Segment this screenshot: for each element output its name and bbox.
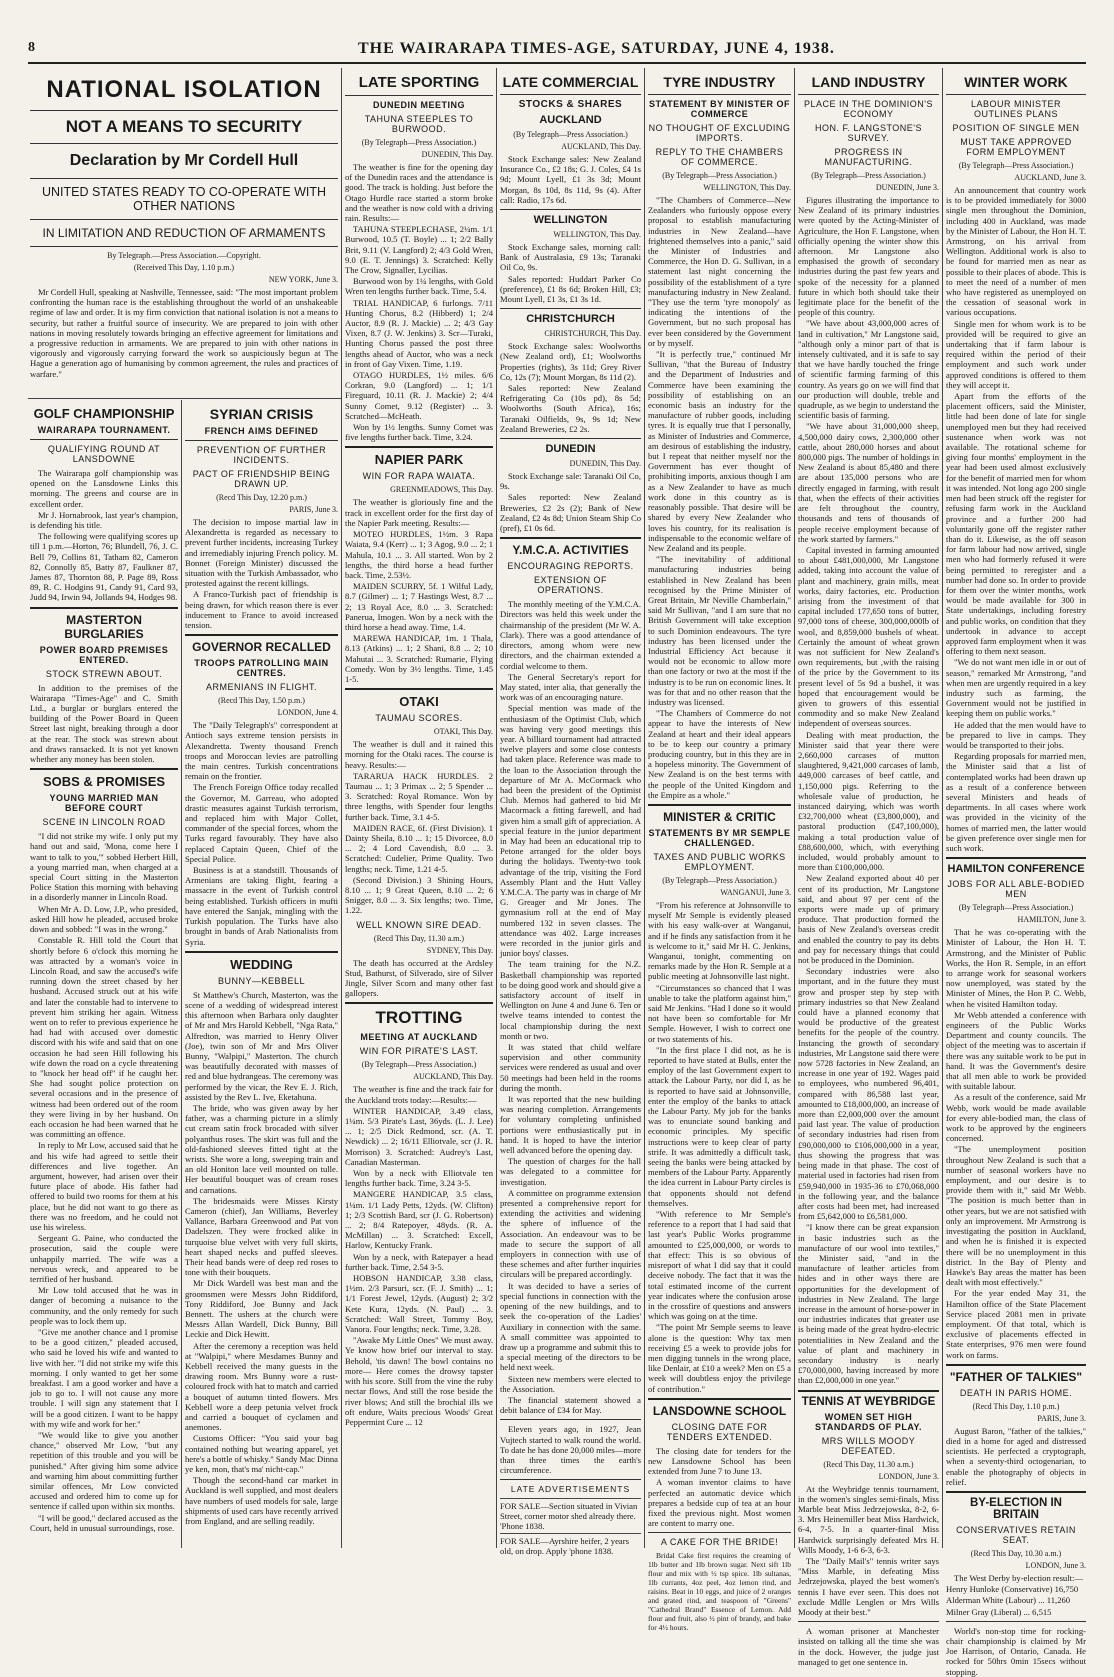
headline: "FATHER OF TALKIES": [949, 1369, 1083, 1384]
subheadline: NO THOUGHT OF EXCLUDING IMPORTS.: [648, 123, 791, 143]
subheadline: WELL KNOWN SIRE DEAD.: [356, 919, 482, 930]
subheadline: LABOUR MINISTER OUTLINES PLANS: [970, 99, 1061, 119]
body-paragraph: Dealing with meat production, the Minister said that year there were 2,660,000 carcases of mutton slaughtered, 9,421,000 carcases of lamb, 449,000 carcases of beef cattle, and 1,150,000 pigs. Referring to the wholesale value of production, he instanced dairying, which was worth £32,700,000 wheat (£3,800,000), and pastoral production (£47,100,000), making a total production value of £88,600,000, which, with everything included, would probably amount to more than £100,000,000.: [798, 729, 939, 873]
body-paragraph: When Mr A. D. Low, J.P., who presided, asked Hill how he pleaded, accused broke down and sobbed: "I was in the wrong.": [30, 903, 178, 935]
body-paragraph: Constable R. Hill told the Court that shortly before 6 o'clock this morning he was attracted by a woman's voice in Lincoln Road, and saw the accused's wife running down the street chased by her husband. Accused struck out at his wife and later the constable had to intervene to prevent him striking her again. Witness went on to refer to previous experience he had had with accused over domestic discord with his wife and said that on one occasion he had seen Hill following his wife down the road on a cycle threatening to "knock her head off" if he caught her. She had sought police protection on several occasions and in the presence of witness had been ordered out of the room they were living in by her husband. On each occasion he had been warned that he was committing an offence.: [30, 935, 178, 1140]
body-paragraph: It was decided to have a series of special functions in connection with the opening of the new buildings, and to seek the co-operation of the Ladies' Auxiliary in connection with the same. A small committee was appointed to draw up a programme and submit this to a special meeting of the directors to be held next week.: [500, 1280, 641, 1373]
dateline: CHRISTCHURCH, This Day.: [544, 329, 641, 339]
body-paragraph: The following were qualifying scores up till 1 p.m.—Horton, 76; Blundell, 76, J. C. Bell 79, Collins 81, Tatham 82, Cameron 82, Connolly 85, Batty 87, Faulkner 87, James 87, Thornton 88, P. Page 89, Ross 89, R. C. Hodgins 91, Candy 91, Card 93, Judd 94, Irwin 94, Jollands 94, Hodges 98.: [30, 531, 178, 603]
subheadline: MEETING AT AUCKLAND: [360, 1032, 478, 1043]
headline: MASTERTON BURGLARIES: [64, 612, 144, 641]
body-paragraph: Stock Exchange sales, morning call: Bank of Australasia, £9 13s; Taranaki Oil Co, 9s.: [500, 242, 641, 273]
body-paragraph: "I know there can be great expansion in basic industries such as the manufacture of our wool into textiles," the Minister said, "and in the manufacture of leather articles from hides and in other ways there are opportunities for the development of industries in New Zealand. The large increase in the amount of horse-power in our industries indicates that greater use is being made of the great hydro-electric potentialities in New Zealand and the value of plant and machinery in secondary industry is nearly £70,000,000, having increased by more than £2,000,000 in one year.": [798, 1222, 939, 1386]
body-paragraph: MAREWA HANDICAP, 1m. 1 Thala, 8.13 (Atkins) ... 1; 2 Shani, 8.8 ... 2; 10 Mahutai ... 3. Scratched: Rumarie, Flying Comedy. Won by 3½ lengths. Time, 1.45 1-5.: [345, 633, 493, 684]
subheadline: WIN FOR PIRATE'S LAST.: [359, 1046, 479, 1057]
masthead: [28, 40, 1086, 64]
body-paragraph: "The point Mr Semple seems to leave alone is the question: Why tax men receiving £5 a week to provide jobs for men digging tunnels in the wrong place, like Denlair, at £10 a week? Men on £5 a week will doubtless enjoy the privilege of contribution.": [648, 1322, 791, 1394]
body-paragraph: In addition to the premises of the Wairarapa "Times-Age" and C. Smith Ltd., a burglar or burglars entered the building of the Power Board in Queen Street last night, breaking through a door at the rear. The stock was strewn about and draws ransacked. It is not yet known whether any money has been stolen.: [30, 682, 178, 765]
body-paragraph: Special mention was made of the enthusiasm of the Optimist Club, which was having very good meetings this year. A billiard tournament had attracted twelve players and some close contests had taken place. Reference was made to the loan to the Association through the departure of Mr A. McCormack who had been the president of the Optimist Club. Memos had gathered to bid Mr Macormack a fitting farewell, and had given him a small gift of appreciation. A special feature in the junior department in May had been an educational trip to Petone arranged for the older boys during the holidays. Twenty-two took advantage of the trip, visiting the Ford Assembly Plant and the Hutt Valley Y.M.C.A. The party was in charge of Mr G. Greager and Mr Jones. The gymnasium roll at the end of May numbered 132 in seven classes. The attendance was 402. Large increases were recorded in the junior girls and junior boys' classes.: [500, 703, 641, 959]
body-paragraph: "Awake My Little Ones" We must away. Ye know how brief our interval to stay. Behold, 'tis dawn! The bowl contains no more— Here comes the drowsy tapster with his score. Still from the vine the ruby nectar flows, And still the rose beside the river blows; And still the brochial ills we oft endure, Waits precious Woods' Great Peppermint Cure ... 12: [345, 1335, 493, 1427]
credit-line: By Telegraph.—Press Association.—Copyright.: [107, 251, 261, 260]
dateline: AUCKLAND, This Day.: [413, 1072, 493, 1082]
subheadline: TAHUNA STEEPLES TO BURWOOD.: [364, 114, 474, 134]
body-paragraph: (Second Division.) 3 Shining Hours, 8.10 ... 1; 9 Great Queen, 8.10 ... 2; 6 Snigger, 8.0 ... 3. Six lengths; two. Time, 1.22.: [345, 874, 493, 916]
credit-line: (By Telegraph—Press Association.): [513, 130, 628, 139]
body-paragraph: The monthly meeting of the Y.M.C.A. Directors was held this week under the chairmanship of the president (Mr W. A. Clark). There was a good attendance of directors, among whom were new directors, and the chairman extended a cordial welcome to them.: [500, 599, 641, 671]
dateline: SYDNEY, This Day.: [426, 945, 493, 955]
body-paragraph: World's non-stop time for rocking-chair championship is claimed by Mr Joe Harrison, of Ontario, Canada. He rocked for 50hrs 0min 15secs without stopping.: [946, 1625, 1086, 1677]
body-paragraph: Mr Cordell Hull, speaking at Nashville, Tennessee, said: "The most important problem confronting the human race is the establishing throughout the world of an unshakeable regime of law and order. It is my firm conviction that national isolation is not a means to security, but rather a fruitful source of insecurity. We are prepared to join with other nations in moving resolutely towards bringing an effective agreement for limitations and a progressive reduction in armaments. We are prepared to join with other nations in vigorously and vigorously carrying forward the work so auspiciously begun at The Hague a generation ago of humanising by common agreement, the rules and practices of warfare.": [30, 287, 338, 379]
dateline: WELLINGTON, This Day.: [553, 230, 641, 240]
election-result: Henry Hunloke (Conservative) 16,750: [946, 1584, 1079, 1595]
body-paragraph: "With reference to Mr Semple's reference to a report that I had said that last year's Public Works programme amounted to £25,000,000, or words to that effect: This is so obvious of misreport of what I did say that it could deceive nobody. The fact that it was the total estimated income of the current year indicates where the confusion arose in the crossfire of questions and answers which was going on at the time.: [648, 1209, 791, 1322]
body-paragraph: Mr Webb attended a conference with engineers of the Public Works Department and county councils. The object of the meeting was to ascertain if there was any suitable work to be put in hand. It was the Government's desire that all men able to work be provided with suitable labour.: [946, 1009, 1086, 1092]
body-paragraph: "We have about 31,000,000 sheep, 4,500,000 dairy cows, 2,300,000 other cattle, about 280,000 horses and about 800,000 pigs. The number of holdings in New Zealand is about 85,480 and there are about 135,000 persons who are directly engaged in farming, with result that, when the effects of their activities are felt throughout the country, thousands and tens of thousands of people receive employment because of the work started by farmers.": [798, 421, 939, 544]
body-paragraph: The weather is fine for the opening day of the Dunedin races and the attendance is good. The track is holding. Just before the Otago Hurdle race started a storm broke and the weather is now cold with a driving rain. Results:—: [345, 162, 493, 224]
column-4: [500, 70, 641, 1557]
body-paragraph: Won by a neck with Elliotvale ten lengths further back. Time, 3.24 3-5.: [345, 1168, 493, 1189]
dateline: PARIS, June 3.: [289, 505, 338, 514]
subheadline: MRS WILLS MOODY DEFEATED.: [821, 1435, 916, 1456]
election-result: Alderman White (Labour) ... 11,260: [946, 1595, 1071, 1606]
subheadline: CONSERVATIVES RETAIN SEAT.: [956, 1524, 1076, 1545]
body-paragraph: MAIDEN RACE, 6f. (First Division). 1 Dainty Sheila, 8.10 ... 1; 15 Divorcee, 8.0 ... 2; 4 Lord Cavendish, 8.0 ... 3. Scratched: Cudelier, Prime Quality. Two lengths; neck. Time, 1.21 4-5.: [345, 822, 493, 874]
body-paragraph: The weather is dull and it rained this morning for the Otaki races. The course is heavy. Results:—: [345, 739, 493, 770]
subheadline: BUNNY—KEBBELL: [217, 975, 306, 986]
dateline: LONDON, June 3.: [1025, 1560, 1086, 1570]
credit-line: (By Telegraph—Press Association.): [361, 1060, 477, 1070]
body-paragraph: TAHUNA STEEPLECHASE, 2¼m. 1/1 Burwood, 10.5 (T. Boyle) ... 1; 2/2 Bally Brit, 9.11 (V. Langford) 2; 4/3 Gold Wren, 9.0 (E. T. Jennings) 3. Scratched: Kelly The Crow, Signaller, Lycilias.: [345, 224, 493, 276]
body-paragraph: The death has occurred at the Ardsley Stud, Bathurst, of Silverado, sire of Silver Jingle, Silver Scorn and many other fast gallopers.: [345, 957, 493, 999]
received-line: (Recd This Day, 1.10 p.m.): [972, 1401, 1060, 1411]
body-paragraph: A Franco-Turkish pact of friendship is being drawn, for which reason there is ever inducement to France to avoid increased tension.: [185, 589, 338, 631]
credit-line: (By Telegraph—Press Association.): [811, 171, 926, 180]
body-paragraph: "We do not want men idle in or out of season," remarked Mr Armstrong, "and when men are urgently required in a key industry such as farming, the Government would not be justified in keeping them on public works.": [946, 657, 1086, 719]
body-paragraph: The "Daily Telegraph's" correspondent at Antioch says extreme tension persists in Alexandretta. Twenty thousand French troops and Moroccan levies are patrolling the main centres. Turkish concentrations remain on the frontier.: [185, 720, 338, 782]
headline: WELLINGTON: [533, 214, 608, 227]
subheadline: WOMEN SET HIGH STANDARDS OF PLAY.: [814, 1411, 922, 1432]
dateline: DUNEDIN, June 3.: [875, 183, 939, 192]
body-paragraph: OTAGO HURDLES, 1½ miles. 6/6 Corkran, 9.0 (Langford) ... 1; 1/1 Fireguard, 10.11 (R. J. Mackie) 2; 4/4 Sunny Comet, 9.12 (Register) ... 3. Scratched—McHeath.: [345, 370, 493, 421]
body-paragraph: "Circumstances so chanced that I was unable to take the platform against him," said Mr Jenkins. "Had I done so it would not have been so comfortable for Mr Semple. However, I wish to correct one or two statements of his.: [648, 982, 791, 1044]
headline: MINISTER & CRITIC: [663, 809, 776, 824]
body-paragraph: MANGERE HANDICAP, 3.5 class, 1¼m. 1/1 Lady Petts, 12yds. (W. Clifton) 1; 2/3 Scottish Bard, scr (J. G. Robertson) ... 2; 8/4 Ratepoyer, 48yds. (R. A. McMillan) ... 3. Scratched: Excell, Harlow, Kentucky Frank.: [345, 1189, 493, 1251]
body-paragraph: TRIAL HANDICAP, 6 furlongs. 7/11 Hunting Chorus, 8.2 (Hibberd) 1; 2/4 Auctor, 8.9 (R. J. Mackie) ... 2; 4/3 Gay Vixen, 8.7 (J. W. Jenkins) 3. Scr—Turaki, Hunting Chorus passed the post three lengths ahead of Auctor, who was a neck in front of Gay Vixen. Time, 1.19.: [345, 297, 493, 369]
subheadline: STOCKS & SHARES: [518, 99, 623, 110]
headline: LATE SPORTING: [358, 74, 480, 91]
body-paragraph: New Zealand exported about 40 per cent of its production, Mr Langstone said, and about 97 per cent of the exports were made up of primary produce. That production formed the basis of New Zealand's overseas credit and enabled the country to pay its debts and pay for necessary things that could not be produced in the Dominion.: [798, 873, 939, 966]
body-paragraph: Secondary industries were also important, and in the future they must grow and prosper step by step with primary industries so that New Zealand could have a planned economy that would be productive of the greatest benefits for the people of the country. Instancing the growth of secondary industries, Mr Langstone said there were now 5728 factories in New Zealand, an increase in one year of 192. Wages paid to employees, who numbered 96,401, compared with 86,588 last year, amounted to £18,000,000, an increase of more than £2,000,000 over the amount paid last year. The value of production of secondary industries had risen from £90,000,000 to £106,000,000 in a year, thus showing the progress that was being made in that phase. The cost of material used in factories had risen from £59,940,000 in 1935-36 to £70,068,000 in the following year, and the balance after costs had been met, had increased from £5,642,000 to £6,581,000.: [798, 966, 939, 1222]
body-paragraph: At the Weybridge tennis tournament, in the women's singles semi-finals, Miss Marble beat Miss Jedrzejowska, 8-2, 6-3. Mrs Heinemiller beat Miss Hardwick, 6-4, 7-5. In a quarter-final Miss Hardwick surprisingly defeated Mrs H. Wills Moody, 1-6 6-3, 6-3.: [798, 1483, 939, 1555]
body-paragraph: The weather is fine and the track fair for the Auckland trots today:—Results:—: [345, 1084, 493, 1105]
body-paragraph: Though the second-hand car market in Auckland is well supplied, and most dealers have numbers of used models for sale, large shipments of used cars have recently arrived from England, and are selling readily.: [185, 1475, 338, 1527]
body-paragraph: "Give me another chance and I promise to be a good citizen," pleaded accused, who said he loved his wife and wanted to live with her. "I did not strike my wife this morning. I only wanted to get her some breakfast. I am a good worker and have a job to go to. I will not cause any more trouble. I will sign any statement that I will be a good citizen. I want to be happy with my wife and work for her.": [30, 1327, 178, 1429]
body-paragraph: "The Chambers of Commerce do not appear to have the interests of New Zealand at heart and their ideal appears to be to keep our country a primary producing country, but in this they are in a hopeless minority. The Government of New Zealand is on the best terms with the people of the United Kingdom and the Empire as a whole.": [648, 708, 791, 800]
column-1: [30, 402, 178, 1552]
body-paragraph: As a result of the conference, said Mr Webb, work would be made available for every able-bodied man, the class of work to be approved by the engineers concerned.: [946, 1092, 1086, 1144]
body-paragraph: The weather is gloriously fine and the track in excellent order for the first day of the Napier Park meeting. Results:—: [345, 497, 493, 528]
body-paragraph: Won by 1½ lengths. Sunny Comet was five lengths further back. Time, 3.24.: [345, 422, 493, 443]
body-paragraph: Regarding proposals for married men, the Minister said that a list of contemplated works had been drawn up as a result of a conference between several Ministers and heads of departments. In all cases where work was provided in the vicinity of the homes of married men, the latter would be given preference over single men for such work.: [946, 751, 1086, 853]
headline: HAMILTON CONFERENCE: [947, 863, 1085, 876]
headline: DUNEDIN: [545, 443, 596, 456]
page-number: 8: [28, 40, 35, 55]
headline: BY-ELECTION IN BRITAIN: [969, 1496, 1062, 1521]
body-paragraph: Won by a neck, with Ratepayer a head further back. Time, 2.54 3-5.: [345, 1251, 493, 1272]
headline: WEDDING: [230, 956, 293, 972]
dateline: WELLINGTON, This Day.: [703, 183, 791, 192]
column-rule: [341, 68, 342, 1548]
dateline: LONDON, June 3.: [878, 1471, 939, 1481]
body-paragraph: "In the first place I did not, as he is reported to have stated at Bulls, enter the employ of the last Government expert to attack the Labour Party, nor did I, as he is reported to have said at Johnsonville, enter the employ of the banks to attack the Labour Party. My job for the banks was to enunciate sound banking and economic principles. My specific instructions were to keep clear of party strife. It was admittedly a difficult task, seeing the banks were being attacked by members of the Labour Party. Apparently the idea current in Labour Party circles is that opponents should not defend themselves.: [648, 1044, 791, 1208]
column-rule: [181, 400, 182, 1548]
subheadline: TROOPS PATROLLING MAIN CENTRES.: [194, 658, 329, 679]
credit-line: (By Telegraph—Press Association.): [361, 138, 477, 147]
column-2: [185, 402, 338, 1552]
subheadline: STOCK STREWN ABOUT.: [45, 668, 163, 679]
headline: LAND INDUSTRY: [811, 74, 926, 90]
body-paragraph: Sales reported: New Zealand Breweries, £2 2s (2); Bank of New Zealand, £2 4s 8d; Union Steam Ship Co (pref), £1 0s 6d.: [500, 492, 641, 534]
body-paragraph: "We have about 43,000,000 acres of land in cultivation," Mr Langstone said, "although only a minor part of that is intensely cultivated, and it is safe to say that we have hardly touched the fringe of scientific farming farming of this country. As years go on we will find that our production will double, treble and quadruple, as we begin to understand the scientific basis of farming.: [798, 318, 939, 421]
subheadline: POSITION OF SINGLE MEN: [952, 123, 1080, 133]
body-paragraph: An announcement that country work is to be provided immediately for 3000 single men throughout the Dominion, including 400 in Auckland, was made by the Minister of Labour, the Hon H. T. Armstrong, on his arrival from Wellington. Additional work is also to be found for married men as near as possible to their places of abode. This is to meet the need of a number of men who have registered as unemployed on the cessation of seasonal work in various occupations.: [946, 185, 1086, 318]
subheadline: A CAKE FOR THE BRIDE!: [660, 1537, 779, 1548]
headline: SOBS & PROMISES: [42, 774, 166, 790]
dateline: LONDON, June 4.: [277, 708, 338, 718]
dateline: PARIS, June 3.: [1037, 1413, 1086, 1423]
dateline: DUNEDIN, This Day.: [569, 459, 641, 469]
body-paragraph: The "Daily Mail's" tennis writer says "Miss Marble, in defeating Miss Jedrzejowska, played the best women's tennis I have ever seen. This does not exclude Mdlle Lenglen or Mrs Wills Moody at their best.": [798, 1555, 939, 1617]
received-line: (Recd This Day, 10.30 a.m.): [970, 1548, 1062, 1558]
subheadline: Declaration by Mr Cordell Hull: [69, 152, 299, 169]
subheadline: EXTENSION OF OPERATIONS.: [533, 575, 607, 596]
body-paragraph: Mr Dick Wardell was best man and the groomsmen were Messrs John Riddiford, Tony Riddiford, Joe Bunny and Jack Bennett. The ushers at the church were Messrs Allan Wardell, Dick Bunny, Bill Leckie and Dick Hewitt.: [185, 1278, 338, 1340]
subheadline: WIN FOR RAPA WAIATA.: [362, 471, 476, 482]
subheadline: HON. F. LANGSTONE'S SURVEY.: [814, 123, 923, 143]
body-paragraph: Customs Officer: "You said your bag contained nothing but wearing apparel, yet here's a bottle of whisky." Sandy Mac Dinna ye ken, mon, that's ma' nicht-cap.": [185, 1433, 338, 1475]
body-paragraph: Sixteen new members were elected to the Association.: [500, 1373, 641, 1394]
body-paragraph: The Wairarapa golf championship was opened on the Lansdowne Links this morning. The greens and course are in excellent order.: [30, 468, 178, 509]
column-6: [798, 70, 939, 1667]
subheadline: FRENCH AIMS DEFINED: [204, 426, 319, 436]
body-paragraph: The French Foreign Office today recalled the Governor, M. Garreau, who adopted drastic measures against Turkish terrorism, and replaced him with Major Collet, commander of the special forces, whom the Turks regard favourably. They have also replaced Captain Queen, Chief of the Special Police.: [185, 782, 338, 864]
body-paragraph: Business is at a standstill. Thousands of Armenians are taking flight, fearing a massacre in the event of Turkish control being established. Turkish officers in mufti have entered the Sanjak, mingling with the Turkish population. The Turks have also brought in bands of Arab Nationalists from Syria.: [185, 865, 338, 947]
headline: TROTTING: [375, 1008, 463, 1028]
headline: NATIONAL ISOLATION: [46, 76, 322, 103]
body-paragraph: St Matthew's Church, Masterton, was the scene of a wedding of widespread interest this afternoon when Barbara only daughter of Mr and Mrs Harold Kebbell, "Nga Rata," Alfredton, was married to Henry Oliver (Joe), twin son of Mr and Mrs Oliver Bunny, "Walpipi," Masterton. The church was beautifully decorated with masses of red and blue hydrangeas. The ceremony was performed by the vicar, the Rev E. J. Rich, assisted by the Rev L. Ive, Eketahuna.: [185, 989, 338, 1102]
subheadline: REPLY TO THE CHAMBERS OF COMMERCE.: [655, 147, 784, 167]
body-paragraph: For the year ended May 31, the Hamilton office of the State Placement Service placed 2081 men in private employment. Of that total, which is exclusive of placements effected in State enterprises, 976 men were found work on farms.: [946, 1288, 1086, 1360]
subheadline: TAUMAU SCORES.: [375, 713, 463, 724]
dateline: HAMILTON, June 3.: [1017, 915, 1086, 925]
body-paragraph: A woman inventor claims to have perfected an automatic device which prepares a bedside cup of tea at an hour fixed the previous night. Most women are content to marry one.: [648, 1477, 791, 1529]
column-rule: [644, 68, 645, 1548]
body-paragraph: The West Derby by-election result:—: [954, 1572, 1083, 1583]
body-paragraph: "The inevitability of additional manufacturing industries being established in New Zealand has been recognised by the Prime Minister of Great Britain, Mr Neville Chamberlain," said Mr Sullivan, "and I am sure that no British Government will take exception to such Dominion endeavours. The tyre industry has been licensed under the Industrial Efficiency Act because it would not be economic to allow more than one factory or two at the most if the industry is to be run on economic lines. It was for that and no other reason that the industry was licensed.: [648, 554, 791, 707]
body-paragraph: Capital invested in farming amounted to about £481,000,000, Mr Langstone added, taking into account the value of plant and machinery, grain mills, meat works, dairy factories, etc. Production arising from the investment of that capital included 177,650 tons of butter, 97,000 tons of cheese, 300,000,000lb of wool, and 8,859,000 bushels of wheat. Certainly the amount of wheat grown was not sufficient for New Zealand's own requirements, but ,with the raising of the price by the Government to its present level of 5s 9d a bushel, it was hoped that encouragement would be given to growers of this essential commodity and so make New Zealand independent of overseas sources.: [798, 544, 939, 729]
body-paragraph: It was reported that the new building was nearing completion. Arrangements for voluntary completing unfinished portions were enthusiastically put in hand. It is hoped to have the interior well advanced before the opening day.: [500, 1094, 641, 1156]
dateline: GREENMEADOWS, This Day.: [390, 485, 493, 495]
advertisements-heading: LATE ADVERTISEMENTS: [510, 1484, 631, 1495]
column-rule: [496, 68, 497, 1548]
subheadline: CLOSING DATE FOR TENDERS EXTENDED.: [666, 1421, 773, 1442]
body-paragraph: WINTER HANDICAP, 3.49 class, 1¼m. 5/3 Pirate's Last, 36yds. (L. J. Lee) ... 1; 2/5 Dick Redmond, scr. (A. T. Newdick) ... 2; 16/11 Elliotvale, scr (J. R. Morrison) 3. Scratched: Audrey's Last, Canadian Masterman.: [345, 1105, 493, 1167]
body-paragraph: He added that the men would have to be prepared to live in camps. They would be transported to their jobs.: [946, 719, 1086, 750]
subheadline: JOBS FOR ALL ABLE-BODIED MEN: [947, 879, 1085, 900]
headline: AUCKLAND: [539, 114, 602, 126]
body-paragraph: The bridesmaids were Misses Kirsty Cameron (chief), Jan Williams, Beverley Vallance, Barbara Greenwood and Pat von Dadelszen. They were frocked alike in turquoise blue velvet with very full skirts, heart shaped necks and puffed sleeves. Their head bands were of deep red roses to tone with their bouquets.: [185, 1195, 338, 1278]
headline: LANSDOWNE SCHOOL: [652, 1403, 787, 1418]
credit-line: (By Telegraph—Press Association.): [958, 161, 1074, 170]
body-paragraph: Stock Exchange sales: Woolworths (New Zealand ord), £1; Woolworths Properties (rights), 3s 11d; Grey River Co, 12s (7); Mount Morgan, 8s 11d (2).: [500, 341, 641, 382]
body-paragraph: Stock Exchange sale: Taranaki Oil Co, 9s.: [500, 471, 641, 492]
subheadline: POWER BOARD PREMISES ENTERED.: [39, 644, 169, 665]
classified-ad: FOR SALE—Section situated in Vivian Street, corner motor shed already there. 'Phone 1838.: [500, 1498, 641, 1531]
subheadline: QUALIFYING ROUND AT LANSDOWNE: [47, 444, 161, 464]
body-paragraph: After the ceremony a reception was held at "Walpipi," where Mesdames Bunny and Kebbell received the many guests in the drawing room. Mrs Bunny wore a rust-coloured frock with hat to match and carried a bouquet of autumn tinted flowers. Mrs Kebbell wore a deep petunia velvet frock and carried a bouquet of cyclamen and anemones.: [185, 1340, 338, 1433]
election-result: Milner Gray (Liberal) ... 6,515: [946, 1606, 1052, 1617]
dateline: NEW YORK, June 3.: [268, 275, 338, 284]
body-paragraph: Mr Low told accused that he was in danger of becoming a nuisance to the community, and the only remedy for such people was to lock them up.: [30, 1285, 178, 1326]
dateline: DUNEDIN, This Day.: [421, 150, 493, 159]
subheadline: SCENE IN LINCOLN ROAD: [42, 817, 166, 828]
body-paragraph: Mr J. Hornabrook, last year's champion, is defending his title.: [30, 509, 178, 531]
column-rule: [942, 68, 943, 1548]
received-line: (Received This Day, 1.10 p.m.): [133, 263, 235, 272]
received-line: (Recd This Day, 11.30 a.m.): [823, 1459, 914, 1469]
body-paragraph: Apart from the efforts of the placement officers, said the Minister, little had been done of late for single unemployed men but they had received sustenance when work was not available. The rotational scheme for giving four months' employment in the year had been used almost exclusively for the benefit of married men for whom it was intended. Not long ago 200 single men had been struck off the register for refusing farm work in the Auckland province and a further 200 had voluntarily gone off the register rather than do it. Likewise, as the off season for farm labour had now arrived, single men who had formerly refused it were being permitted to reregister and a number had done so. In order to provide for them over the winter months, work would be made available for 300 in State undertakings, including forestry and public works, on condition that they undertook in advance to accept approved farm employment when it was offering to them next season.: [946, 391, 1086, 657]
body-paragraph: The closing date for tenders for the new Lansdowne School has been extended from June 7 to June 13.: [648, 1445, 791, 1477]
body-paragraph: "The unemployment position throughout New Zealand is such that a number of seasonal workers have no employment, and our desire is to provide them with it," said Mr Webb. "The position is much better than in other years, but we are not satisfied with only an improvement. Mr Armstrong is investigating the position in Auckland, and when he is finished it is expected there will be no unemployment in this district. In the Bay of Plenty and Hawke's Bay areas the matter has been dealt with most effectively.": [946, 1144, 1086, 1288]
subheadline: UNITED STATES READY TO CO-OPERATE WITH OTHER NATIONS: [41, 185, 327, 213]
body-paragraph: A committee on programme extension presented a comprehensive report for extending the activities and widening the sphere of influence of the Association. An endeavour was to be made to secure the support of all employers in connection with use of these schemes and after further inquiries circulars will be prepared accordingly.: [500, 1187, 641, 1280]
body-paragraph: "It is perfectly true," continued Mr Sullivan, "that the Bureau of Industry and the Department of Industries and Commerce have been examining the possibility of establishing on an economic basis an industry for the manufacture of rubber goods, including tyres. It is equally true that I personally, as Minister of Industries and Commerce, am desirous of establishing the industry, but I repeat that neither myself nor the Government has ever thought of prohibiting imports, anxious though I am as a New Zealander to have as much work done in this country as is reasonably possible. That desire will be shared by every New Zealander who loves his country, for its realisation is indispensable to the economic welfare of New Zealand and its people.: [648, 349, 791, 553]
dateline: AUCKLAND, June 3.: [1014, 173, 1086, 182]
headline: WINTER WORK: [964, 74, 1068, 90]
body-paragraph: Sales reported: New Zealand Refrigerating Co (10s pd), 8s 5d; Woolworths (South Africa), 16s; Taranaki Oilfields, 9s, 9s 1d; New Zealand Breweries, £2 2s.: [500, 383, 641, 434]
body-paragraph: August Baron, "father of the talkies," died in a home for aged and distressed scientists. He perfected a cryptograph, when a seventy-third octogenarian, to enable the photography of objects in relief.: [946, 1425, 1086, 1487]
headline: GOVERNOR RECALLED: [192, 640, 331, 655]
body-paragraph: Eleven years ago, in 1927, Jean Vujtech started to walk round the world. To date he has done 20,000 miles—more than three times the earth's circumference.: [500, 1424, 641, 1476]
body-paragraph: MOTEO HURDLES, 1½m. 3 Rapa Waiata, 9.4 (Kerr) ... 1; 3 Agog, 9.0 ... 2; 1 Mahula, 10.1 ... 3. All started. Won by 2 lengths, the third horse a head further back. Time, 2.53½.: [345, 529, 493, 580]
body-paragraph: "We would like to give you another chance," observed Mr Low, "but any repetition of this trouble and you will be punished." After giving him some advice and warning him about committing further similar offences, Mr Low convicted accused and ordered him to come up for sentence if called upon within six months.: [30, 1430, 178, 1512]
body-paragraph: The bride, who was given away by her father, was a charming picture in a slimly cut cream satin frock brocaded with silver polyanthus roses. The skirt was full and the old-fashioned sleeves fitted tight at the wrists. She wore a long, sweeping train and an old Honiton lace veil mounted on tulle. Her beautiful bouquet was of cream roses and carnations.: [185, 1102, 338, 1195]
headline: CHRISTCHURCH: [526, 313, 615, 326]
subheadline: DUNEDIN MEETING: [372, 100, 465, 110]
body-paragraph: The General Secretary's report for May stated, inter alia, that generally the work was of an encouraging nature.: [500, 671, 641, 703]
body-paragraph: A woman prisoner at Manchester insisted on talking all the time she was in the dock. However, the judge just managed to get one sentence in.: [798, 1626, 939, 1667]
headline: NAPIER PARK: [374, 452, 464, 468]
subheadline: PROGRESS IN MANUFACTURING.: [824, 147, 913, 167]
subheadline: NOT A MEANS TO SECURITY: [65, 117, 303, 136]
dateline: WANGANUI, June 3.: [720, 887, 791, 897]
credit-line: (By Telegraph—Press Association.): [662, 171, 777, 180]
body-paragraph: Single men for whom work is to be provided will be required to give an undertaking that if farm labour is required within the period of their employment and such work under approved conditions is offered to them they will accept it.: [946, 318, 1086, 390]
subheadline: STATEMENTS BY MR SEMPLE CHALLENGED.: [648, 827, 791, 848]
subheadline: MUST TAKE APPROVED FORM EMPLOYMENT: [960, 137, 1072, 157]
dateline: AUCKLAND, This Day.: [561, 142, 641, 151]
column-3: [345, 70, 493, 1552]
body-paragraph: MAIDEN SCURRY, 5f. 1 Wilful Lady, 8.7 (Gilmer) ... 1; 7 Hastings West, 8.7 ... 2; 13 Royal Ace, 8.0 ... 3. Scratched: Panerua, Imogen. Won by a neck with the third horse a head away. Time, 1.4.: [345, 581, 493, 632]
subheadline: WAIRARAPA TOURNAMENT.: [37, 425, 171, 435]
subheadline: ENCOURAGING REPORTS.: [507, 561, 634, 572]
newspaper-title: THE WAIRARAPA TIMES-AGE, SATURDAY, JUNE 4, 1938.: [358, 40, 835, 57]
credit-line: (By Telegraph—Press Association.): [958, 903, 1074, 913]
body-paragraph: "I will be good," declared accused as the Court, held in unusual surroundings, rose.: [30, 1512, 178, 1533]
headline: Y.M.C.A. ACTIVITIES: [512, 543, 629, 558]
section-rule: [28, 398, 341, 399]
received-line: (Recd This Day, 12.20 p.m.): [216, 493, 307, 502]
body-paragraph: Bridal Cake first requires the creaming of 1lb butter and 1lb brown sugar. Next sift 1lb flour and mix with ½ tsp spice. 1lb sultanas, 1lb currants, 4oz peel, 4oz lemon rind, and raisins. Beat in 10 eggs, and juice of 2 oranges and grated rind, and teaspoon of "Greens" "Cathedral Brand" Essence of Lemon. Add flour and fruit, also ½ pint of brandy, and bake for 4½ hours.: [648, 1551, 791, 1633]
dateline: OTAKI, This Day.: [433, 727, 493, 737]
subheadline: PLACE IN THE DOMINION'S ECONOMY: [803, 99, 934, 119]
column-7: [946, 70, 1086, 1677]
headline: OTAKI: [399, 694, 439, 710]
headline: TYRE INDUSTRY: [663, 74, 776, 90]
column-rule: [794, 68, 795, 1548]
subheadline: IN LIMITATION AND REDUCTION OF ARMAMENTS: [42, 226, 326, 240]
subheadline: ARMENIANS IN FLIGHT.: [205, 682, 317, 693]
subheadline: PACT OF FRIENDSHIP BEING DRAWN UP.: [192, 469, 331, 489]
received-line: (Recd This Day, 11.30 a.m.): [373, 933, 465, 943]
body-paragraph: Sales reported: Huddart Parker Co (preference), £1 8s 6d; Broken Hill, £3; Mount Lyell, £1 3s, £1 3s 1d.: [500, 273, 641, 305]
column-5: [648, 70, 791, 1633]
subheadline: DEATH IN PARIS HOME.: [959, 1387, 1073, 1398]
body-paragraph: "From his reference at Johnsonville to myself Mr Semple is evidently pleased with his easy walk-over at Wanganui, and if he finds any satisfaction from it he is welcome to it," said Mr H. C. Jenkins, Wanganui, tonight, commenting on remarks made by the Hon R. Semple at a public meeting at Johnsonville last night.: [648, 899, 791, 982]
received-line: (Recd This Day, 1.50 p.m.): [218, 696, 305, 706]
subheadline: STATEMENT BY MINISTER OF COMMERCE: [648, 99, 790, 119]
body-paragraph: Sergeant G. Paine, who conducted the prosecution, said the couple were unhappily married. The wife was a nervous wreck, and appeared to be terrified of her husband.: [30, 1233, 178, 1284]
body-paragraph: The question of charges for the hall was delegated to a committee for investigation.: [500, 1156, 641, 1187]
subheadline: TAXES AND PUBLIC WORKS EMPLOYMENT.: [653, 851, 786, 872]
headline: LATE COMMERCIAL: [502, 74, 639, 90]
body-paragraph: Burwood won by 1¼ lengths, with Gold Wren ten lengths further back. Time, 5.4.: [345, 276, 493, 297]
body-paragraph: "I did not strike my wife. I only put my hand out and said, 'Mona, come here I want to talk to you,'" sobbed Herbert Hill, a young married man, when charged at a special Court sitting in the Masterton Police Station this morning with behaving in a disorderly manner in Lincoln Road.: [30, 831, 178, 903]
headline: GOLF CHAMPIONSHIP: [33, 406, 175, 421]
body-paragraph: The team training for the N.Z. Basketball championship was reported to be doing good work and should give a satisfactory account of itself in Wellington on June 4 and June 6. Ten or twelve teams intended to contest the local championship during the next month or two.: [500, 959, 641, 1041]
body-paragraph: The decision to impose martial law in Alexandretta is regarded as necessary to prevent further incidents, increasing Turkey and irremediably injuring French policy. M. Bonnet (Foreign Minister) discussed the situation with the Turkish Ambassador, who protested against the recent killings.: [185, 517, 338, 589]
classified-ad: FOR SALE—Ayrshire heifer, 2 years old, on drop. Apply 'phone 1838.: [500, 1533, 641, 1556]
body-paragraph: In reply to Mr Low, accused said that he and his wife had agreed to settle their differences and live together. An argument, however, had arisen over their future place of abode. His father had offered to build two rooms for them at his place, but he did not want to go there as there was no freedom, and he could not use his wireless.: [30, 1140, 178, 1232]
body-paragraph: TARARUA HACK HURDLES. 2 Taumau ... 1; 3 Primax ... 2; 5 Spender ... 3. Scratched: Royal Romance. Won by three lengths, with Spender four lengths further back. Time, 3.1 4-5.: [345, 770, 493, 822]
credit-line: (By Telegraph—Press Association.): [662, 875, 777, 885]
article-national-isolation: [30, 70, 338, 395]
body-paragraph: It was stated that child welfare supervision and other community services were rendered as usual and over 50 meetings had been held in the rooms during the month.: [500, 1042, 641, 1093]
body-paragraph: "The Chambers of Commerce—New Zealanders who furiously oppose every proposal to establish manufacturing industries in New Zealand—have frightened themselves into a panic," said the Minister of Industries and Commerce, the Hon D. G. Sullivan, in a statement last night concerning the possibility of the establishment of a tyre manufacturing industry in New Zealand. "They use the term 'tyre monopoly' as indicating the intentions of the Government, but no such proposal has ever been considered by the Government or by myself.: [648, 195, 791, 348]
body-paragraph: That he was co-operating with the Minister of Labour, the Hon H. T. Armstrong, and the Minister of Public Works, the Hon R. Semple, in an effort to arrange work for seasonal workers now unemployed, was stated by the Minister of Mines, the Hon P. C. Webb, when he visited Hamilton today.: [946, 927, 1086, 1009]
subheadline: PREVENTION OF FURTHER INCIDENTS.: [196, 445, 327, 465]
headline: TENNIS AT WEYBRIDGE: [801, 1395, 936, 1408]
body-paragraph: HOBSON HANDICAP, 3.38 class, 1½m. 2/3 Parsuri, scr. (F. J. Smith) ... 1; 1/1 Forest Jewel, 12yds. (August) 2; 3/2 Kete Kura, 12yds. (N. Paul) ... 3. Scratched: Wall Street, Tommy Boy, Vanora. Four lengths; neck. Time, 3.28.: [345, 1273, 493, 1335]
headline: SYRIAN CRISIS: [209, 406, 314, 422]
body-paragraph: The financial statement showed a debit balance of £34 for May.: [500, 1394, 641, 1416]
subheadline: YOUNG MARRIED MAN BEFORE COURT: [49, 793, 159, 814]
body-paragraph: Figures illustrating the importance to New Zealand of its primary industries were quoted by the Acting-Minister of Agriculture, the Hon F. Langstone, when officially opening the winter show this afternoon. Mr Langstone also emphasised the growth of secondary industries during the past few years and spoke of the necessity for a planned future in which both should take their legitimate place for the benefit of the people of this country.: [798, 195, 939, 318]
body-paragraph: Stock Exchange sales: New Zealand Insurance Co., £2 18s; G. J. Coles, £4 1s 9d; Mount Lyell, £1 3s 3d; Mount Morgan, 8s 10d, 8s 11d, 9s (4). After call: Radio, 17s 6d.: [500, 154, 641, 205]
